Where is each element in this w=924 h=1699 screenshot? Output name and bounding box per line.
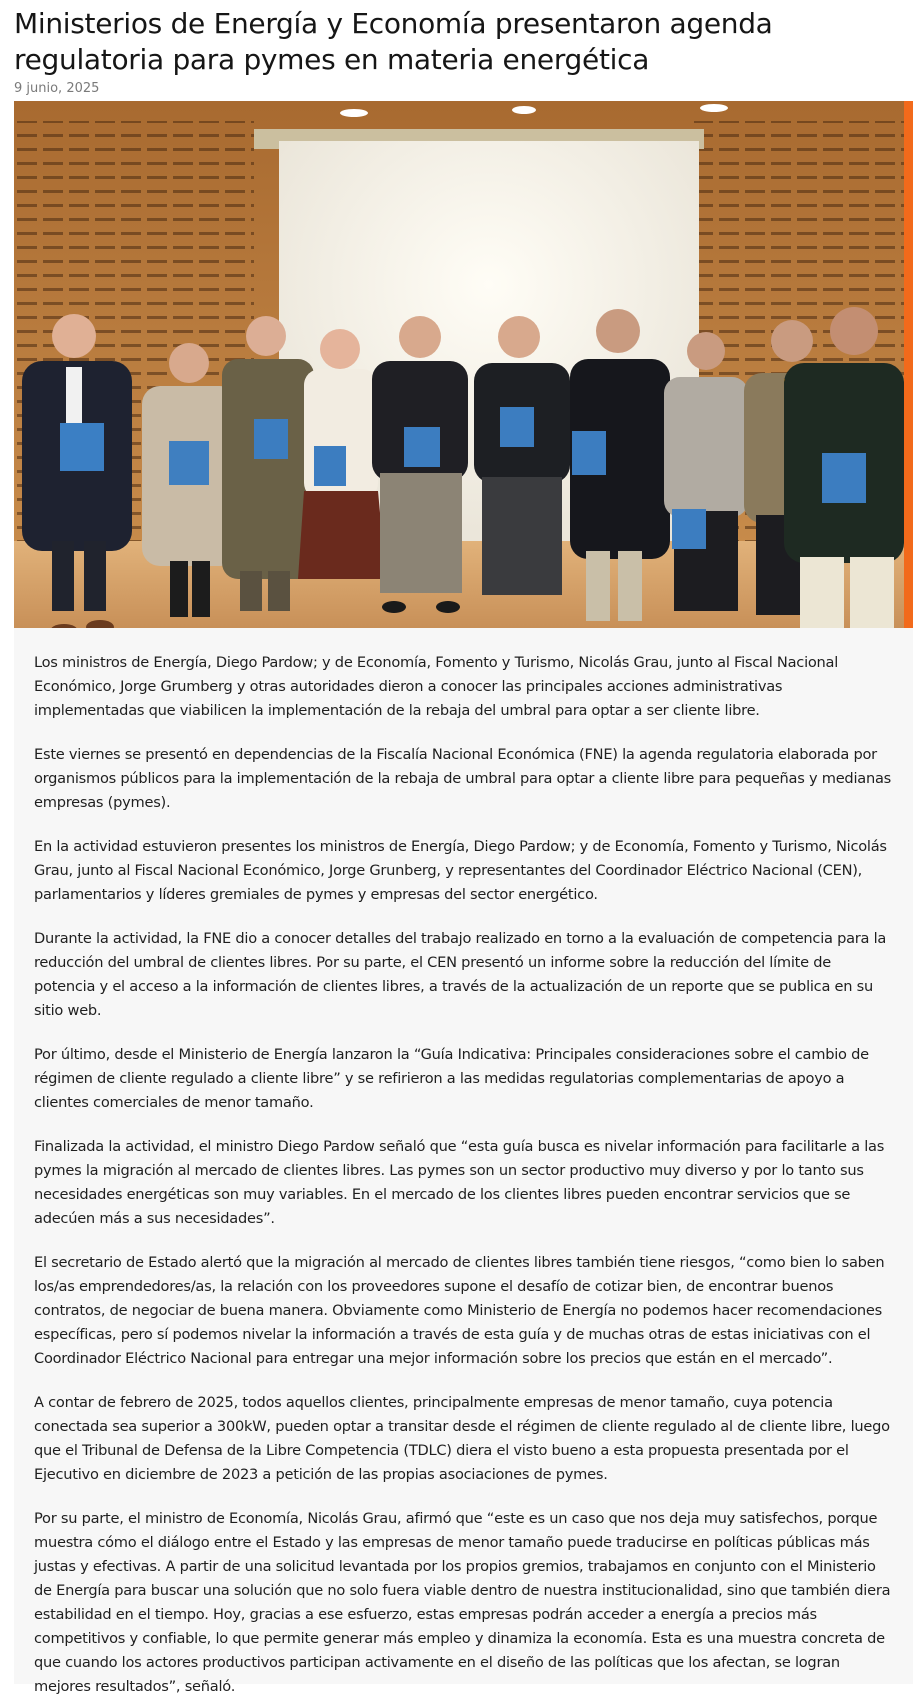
article-title: Ministerios de Energía y Economía presentaron agenda regulatoria para pymes en materia energética <box>14 7 773 76</box>
paragraph: Los ministros de Energía, Diego Pardow; y de Economía, Fomento y Turismo, Nicolás Grau, junto al Fiscal Nacional Económico, Jorge Grumberg y otras autoridades dieron a conocer las principales acciones administrativas implementadas que viabilicen la implementación de la rebaja del umbral para optar a ser cliente libre. <box>34 654 839 719</box>
paragraph: En la actividad estuvieron presentes los ministros de Energía, Diego Pardow; y de Economía, Fomento y Turismo, Nicolás Grau, junto al Fiscal Nacional Económico, Jorge Grunberg, y representantes del Coordinador Eléctrico Nacional (CEN), parlamentarios y líderes gremiales de pymes y empresas del sector energético. <box>34 838 887 903</box>
accent-bar <box>904 101 913 628</box>
paragraph: Por último, desde el Ministerio de Energía lanzaron la “Guía Indicativa: Principales consideraciones sobre el cambio de régimen de cliente regulado a cliente libre” y se refirieron a las medidas regulatorias complementarias de apoyo a clientes comerciales de menor tamaño. <box>34 1046 869 1111</box>
group-photo <box>14 101 904 628</box>
paragraph: A contar de febrero de 2025, todos aquellos clientes, principalmente empresas de menor tamaño, cuya potencia conectada sea superior a 300kW, pueden optar a transitar desde el régimen de cliente regulado al de cliente libre, luego que el Tribunal de Defensa de la Libre Competencia (TDLC) diera el visto bueno a esta propuesta presentada por el Ejecutivo en diciembre de 2023 a petición de las propias asociaciones de pymes. <box>34 1394 890 1483</box>
paragraph: Por su parte, el ministro de Economía, Nicolás Grau, afirmó que “este es un caso que nos deja muy satisfechos, porque muestra cómo el diálogo entre el Estado y las empresas de menor tamaño puede traducirse en políticas públicas más justas y efectivas. A partir de una solicitud levantada por los propios gremios, trabajamos en conjunto con el Ministerio de Energía para buscar una solución que no solo fuera viable dentro de nuestra institucionalidad, sino que también diera estabilidad en el tiempo. Hoy, gracias a ese esfuerzo, estas empresas podrán acceder a energía a precios más competitivos y confiable, lo que permite generar más empleo y dinamiza la economía. Esta es una muestra concreta de que cuando los actores productivos participan activamente en el diseño de las políticas que los afectan, se logran mejores resultados”, señaló. <box>34 1510 891 1695</box>
article-body <box>14 628 913 1695</box>
article-date: 9 junio, 2025 <box>14 81 100 96</box>
paragraph: El secretario de Estado alertó que la migración al mercado de clientes libres también tiene riesgos, “como bien lo saben los/as emprendedores/as, la relación con los proveedores supone el desafío de cotizar bien, de encontrar buenos contratos, de negociar de buena manera. Obviamente como Ministerio de Energía no podemos hacer recomendaciones específicas, pero sí podemos nivelar la información a través de esta guía y de muchas otras de estas iniciativas con el Coordinador Eléctrico Nacional para entregar una mejor información sobre los precios que están en el mercado”. <box>34 1254 885 1367</box>
paragraph: Durante la actividad, la FNE dio a conocer detalles del trabajo realizado en torno a la evaluación de competencia para la reducción del umbral de clientes libres. Por su parte, el CEN presentó un informe sobre la reducción del límite de potencia y el acceso a la información de clientes libres, a través de la actualización de un reporte que se publica en su sitio web. <box>34 930 887 1019</box>
article-photo <box>14 101 913 628</box>
paragraph: Este viernes se presentó en dependencias de la Fiscalía Nacional Económica (FNE) la agenda regulatoria elaborada por organismos públicos para la implementación de la rebaja de umbral para optar a cliente libre para pequeñas y medianas empresas (pymes). <box>34 746 891 811</box>
paragraph: Finalizada la actividad, el ministro Diego Pardow señaló que “esta guía busca es nivelar información para facilitarle a las pymes la migración al mercado de clientes libres. Las pymes son un sector productivo muy diverso y por lo tanto sus necesidades energéticas son muy variables. En el mercado de los clientes libres pueden encontrar servicios que se adecúen más a sus necesidades”. <box>34 1138 885 1227</box>
